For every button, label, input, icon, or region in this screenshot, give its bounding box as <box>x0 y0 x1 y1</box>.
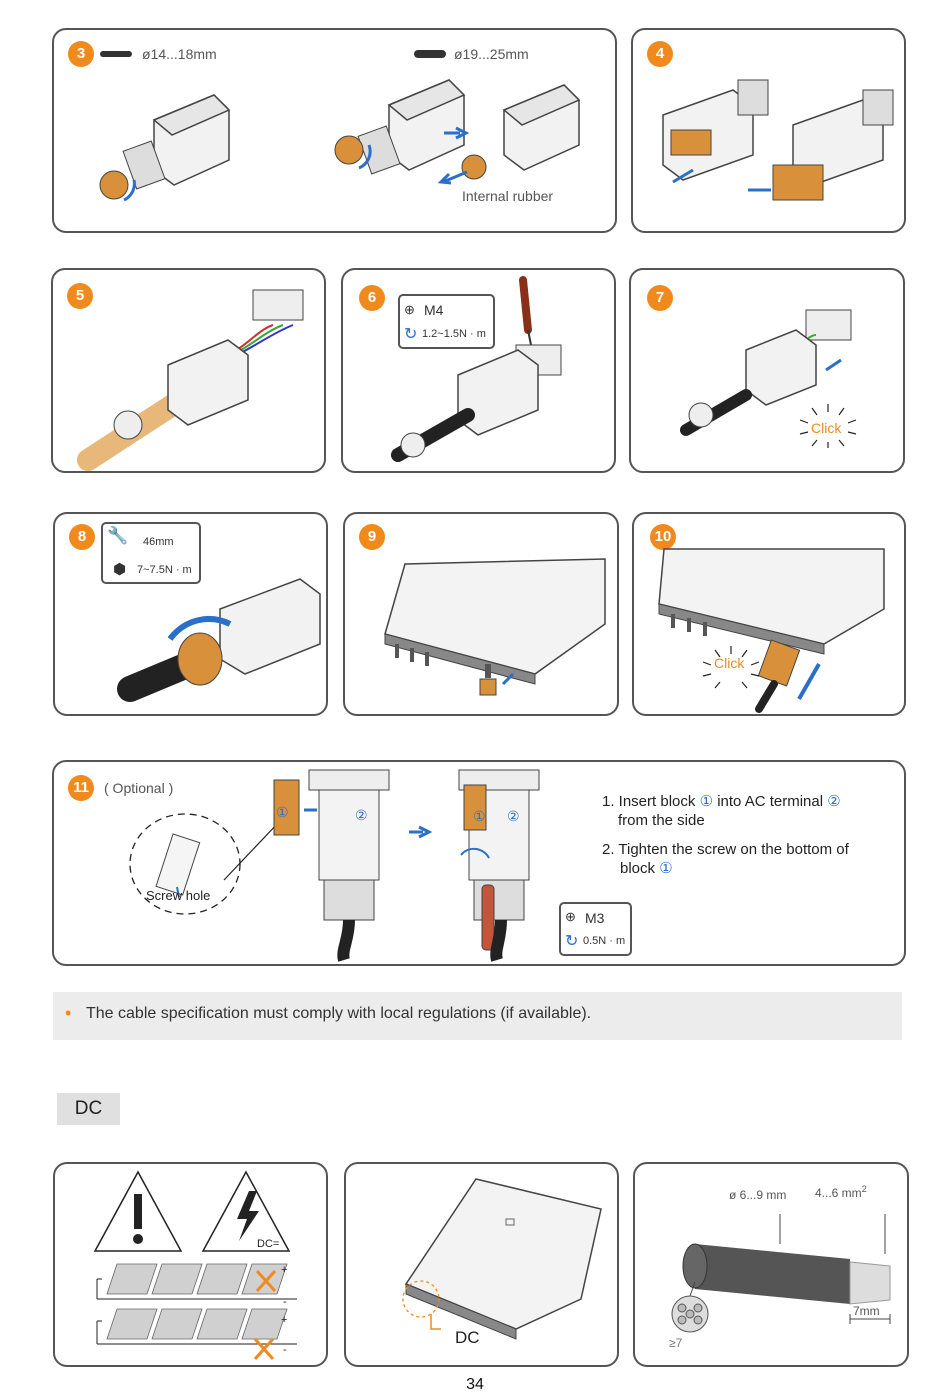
cable-diameter-large-icon <box>414 50 446 58</box>
ac-connector-illustration <box>94 85 244 205</box>
screw-size: M4 <box>424 302 444 318</box>
step-6-panel <box>341 268 616 473</box>
screw-hole-label: Screw hole <box>146 888 211 903</box>
cable-diameter-label: ø 6...9 mm <box>729 1188 787 1202</box>
instruction-2 <box>602 840 897 878</box>
inverter-bottom-illustration <box>365 554 610 704</box>
hex-nut-icon: ⬢ <box>113 561 127 578</box>
diameter-small-label: ø14...18mm <box>142 46 217 62</box>
minus-label: - <box>283 1296 287 1308</box>
arrow-right-icon <box>409 827 431 837</box>
step-9-panel <box>343 512 619 716</box>
instruction-1-text-c: from the side <box>618 812 705 829</box>
terminal-marker: ② <box>827 793 841 810</box>
dc-port-label: DC <box>455 1328 480 1347</box>
screwdriver-bit-icon: ⊕ <box>565 909 576 924</box>
instruction-2-text-b: block <box>620 860 656 877</box>
step-5-panel <box>51 268 326 473</box>
torque-value: 1.2~1.5N · m <box>422 328 486 340</box>
inverter-illustration <box>401 1179 611 1349</box>
cable-diameter-small-icon <box>100 50 132 58</box>
dc-warning-panel <box>53 1162 328 1367</box>
step-badge: 5 <box>67 283 93 309</box>
note-box <box>53 992 902 1040</box>
wire-stripping-illustration <box>78 285 318 465</box>
bullet-icon: • <box>65 1003 72 1023</box>
rotate-icon: ↻ <box>404 326 418 343</box>
screwdriver-illustration <box>388 275 618 470</box>
click-label: Click <box>811 420 842 436</box>
terminal-marker: ② <box>507 808 520 824</box>
dc-inverter-panel <box>344 1162 619 1367</box>
warning-icon <box>93 1169 183 1254</box>
area-unit-superscript: 2 <box>861 1184 867 1194</box>
wrench-size: 46mm <box>143 536 174 548</box>
rotate-icon: ↻ <box>565 933 579 950</box>
instruction-1 <box>602 792 892 830</box>
step-badge: 9 <box>359 524 385 550</box>
torque-value: 0.5N · m <box>583 935 626 947</box>
connector-open-illustration <box>653 70 893 220</box>
block-marker: ① <box>473 808 486 824</box>
dc-sign-label: DC= <box>257 1238 280 1250</box>
torque-value: 7~7.5N · m <box>137 564 192 576</box>
block-marker: ① <box>659 860 673 877</box>
step-badge: 4 <box>647 41 673 67</box>
ac-terminal-illustration <box>269 770 399 960</box>
internal-rubber-label: Internal rubber <box>462 188 554 204</box>
instruction-2-text-a: 2. Tighten the screw on the bottom of <box>602 841 849 858</box>
step-8-panel <box>53 512 328 716</box>
inverter-bottom-illustration <box>659 549 904 714</box>
conductor-area-label <box>815 1184 867 1200</box>
click-label: Click <box>714 655 745 671</box>
step-badge: 10 <box>650 524 676 550</box>
block-marker: ① <box>276 804 289 820</box>
strip-length-label: 7mm <box>853 1304 880 1318</box>
conductor-area-value: 4...6 mm <box>815 1186 862 1200</box>
terminal-marker: ② <box>355 807 368 823</box>
step-badge: 3 <box>68 41 94 67</box>
arrow-left-icon <box>439 170 469 184</box>
tighten-nut-illustration <box>130 569 325 709</box>
instruction-1-text-b: into AC terminal <box>717 793 824 810</box>
dc-cable-illustration <box>650 1204 905 1354</box>
step-badge: 8 <box>69 524 95 550</box>
screw-size: M3 <box>585 910 605 926</box>
core-count-label: ≥7 <box>669 1336 683 1350</box>
note-text: The cable specification must comply with local regulations (if available). <box>86 1005 592 1022</box>
screwdriver-bit-icon: ⊕ <box>404 302 415 317</box>
step-badge: 7 <box>647 285 673 311</box>
step-badge: 6 <box>359 285 385 311</box>
section-heading: DC <box>57 1093 120 1125</box>
torque-spec-box <box>559 902 632 956</box>
plus-label: + <box>281 1264 288 1276</box>
step-3-panel <box>52 28 617 233</box>
step-10-panel <box>632 512 906 716</box>
diameter-large-label: ø19...25mm <box>454 46 529 62</box>
minus-label: - <box>283 1344 287 1356</box>
step-4-panel <box>631 28 906 233</box>
page-number: 34 <box>466 1376 484 1393</box>
instruction-1-text-a: 1. Insert block <box>602 793 696 810</box>
step-badge: 11 <box>68 775 94 801</box>
pv-panel-illustration <box>97 1259 297 1359</box>
step-7-panel <box>629 268 905 473</box>
plus-label: + <box>281 1314 288 1326</box>
dc-cable-panel <box>633 1162 909 1367</box>
step-11-panel <box>52 760 906 966</box>
block-marker: ① <box>699 793 714 810</box>
arrow-right-icon <box>444 128 468 138</box>
optional-label: ( Optional ) <box>104 780 174 796</box>
wrench-icon: 🔧 <box>107 526 129 545</box>
